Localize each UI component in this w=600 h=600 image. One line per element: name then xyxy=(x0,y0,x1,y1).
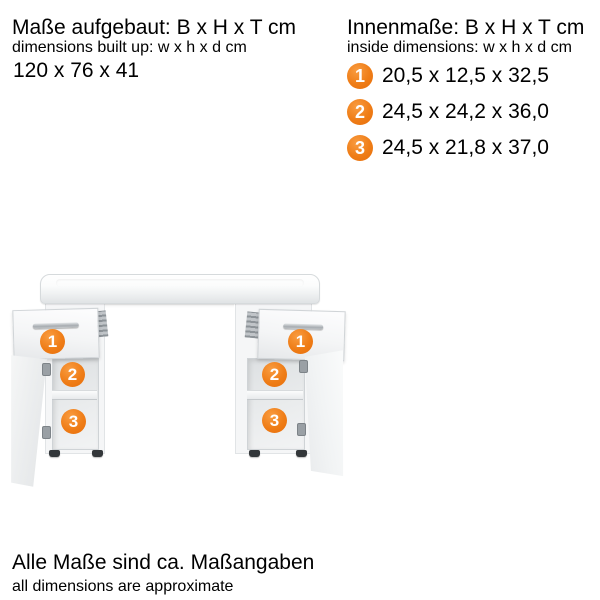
marker-left-drawer-1: 1 xyxy=(40,329,65,354)
built-dimensions-subtitle: dimensions built up: w x h x d cm xyxy=(12,39,247,56)
compartment-3-badge: 3 xyxy=(347,135,373,161)
marker-right-drawer-1: 1 xyxy=(288,329,313,354)
right-door-hinge-bottom xyxy=(297,423,306,436)
left-pedestal-foot xyxy=(49,450,60,457)
left-drawer-handle xyxy=(33,322,79,328)
approx-note-de: Alle Maße sind ca. Maßangaben xyxy=(12,551,315,574)
marker-left-compartment-2: 2 xyxy=(60,362,85,387)
right-pedestal-shelf xyxy=(247,390,303,400)
desk-top-tray-edge xyxy=(56,279,304,287)
right-pedestal-foot xyxy=(249,450,260,457)
compartment-3-dims: 24,5 x 21,8 x 37,0 xyxy=(382,136,549,159)
built-dimensions-title: Maße aufgebaut: B x H x T cm xyxy=(12,16,297,39)
desk-top xyxy=(40,274,320,304)
compartment-2-badge: 2 xyxy=(347,99,373,125)
right-door xyxy=(303,349,347,480)
approximation-note-block xyxy=(12,551,314,595)
right-pedestal-foot xyxy=(296,450,307,457)
marker-right-compartment-2: 2 xyxy=(262,362,287,387)
marker-left-compartment-3: 3 xyxy=(61,409,86,434)
left-pedestal-foot xyxy=(92,450,103,457)
inside-dimensions-title: Innenmaße: B x H x T cm xyxy=(347,16,585,39)
built-dimensions-value: 120 x 76 x 41 xyxy=(13,59,140,82)
compartment-1-badge: 1 xyxy=(347,63,373,89)
right-door-hinge-top xyxy=(299,360,308,373)
approx-note-en: all dimensions are approximate xyxy=(12,578,234,595)
left-door-hinge-top xyxy=(42,363,51,376)
inside-dimensions-subtitle: inside dimensions: w x h x d cm xyxy=(347,39,572,56)
compartment-1-dims: 20,5 x 12,5 x 32,5 xyxy=(382,64,549,87)
left-pedestal-shelf xyxy=(52,390,97,400)
left-door-hinge-bottom xyxy=(42,426,51,439)
marker-right-compartment-3: 3 xyxy=(262,408,287,433)
compartment-2-dims: 24,5 x 24,2 x 36,0 xyxy=(382,100,549,123)
